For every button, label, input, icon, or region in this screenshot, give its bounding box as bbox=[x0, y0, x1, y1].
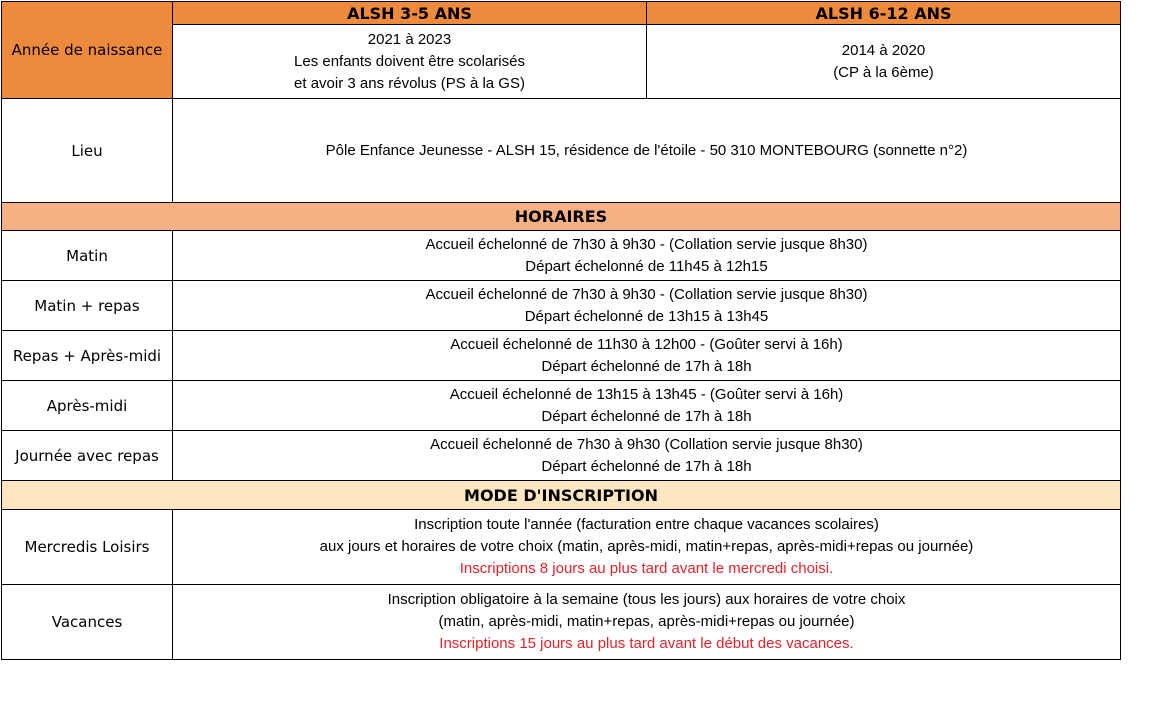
schedule-line: Départ échelonné de 17h à 18h bbox=[541, 457, 752, 475]
registration-note: Inscriptions 15 jours au plus tard avant le début des vacances. bbox=[439, 635, 854, 652]
schedule-details bbox=[173, 381, 1121, 431]
schedule-line: Départ échelonné de 17h à 18h bbox=[541, 407, 752, 425]
col2-title: ALSH 6-12 ANS bbox=[647, 2, 1121, 25]
schedule-line: Accueil échelonné de 11h30 à 12h00 - (Goûter servi à 16h) bbox=[450, 335, 843, 353]
birth-year-col1-line: Les enfants doivent être scolarisés bbox=[294, 52, 525, 70]
schedule-line: Accueil échelonné de 7h30 à 9h30 - (Collation servie jusque 8h30) bbox=[425, 235, 868, 253]
schedule-title: HORAIRES bbox=[2, 203, 1121, 231]
schedule-line: Accueil échelonné de 7h30 à 9h30 (Collation servie jusque 8h30) bbox=[430, 435, 863, 453]
birth-year-col1-line: et avoir 3 ans révolus (PS à la GS) bbox=[294, 74, 525, 92]
registration-line: aux jours et horaires de votre choix (matin, après-midi, matin+repas, après-midi+repas ou journée) bbox=[319, 538, 974, 555]
registration-line: Inscription obligatoire à la semaine (tous les jours) aux horaires de votre choix bbox=[387, 591, 906, 608]
schedule-label: Matin bbox=[2, 231, 173, 281]
registration-line: (matin, après-midi, matin+repas, après-midi+repas ou journée) bbox=[438, 613, 855, 630]
schedule-details bbox=[173, 281, 1121, 331]
schedule-label: Journée avec repas bbox=[2, 431, 173, 481]
birth-year-col1 bbox=[173, 25, 647, 99]
birth-year-label: Année de naissance bbox=[2, 2, 173, 99]
location-label: Lieu bbox=[2, 99, 173, 203]
birth-year-col1-line: 2021 à 2023 bbox=[367, 30, 452, 48]
registration-label: Vacances bbox=[2, 585, 173, 660]
registration-line: Inscription toute l'année (facturation entre chaque vacances scolaires) bbox=[414, 516, 879, 533]
schedule-details bbox=[173, 231, 1121, 281]
location-text: Pôle Enfance Jeunesse - ALSH 15, résidence de l'étoile - 50 310 MONTEBOURG (sonnette n°2) bbox=[173, 99, 1121, 203]
schedule-line: Départ échelonné de 13h15 à 13h45 bbox=[524, 307, 769, 325]
schedule-line: Accueil échelonné de 13h15 à 13h45 - (Goûter servi à 16h) bbox=[449, 385, 844, 403]
registration-label: Mercredis Loisirs bbox=[2, 510, 173, 585]
info-table bbox=[1, 1, 1121, 660]
birth-year-col2 bbox=[647, 25, 1121, 99]
schedule-label: Matin + repas bbox=[2, 281, 173, 331]
schedule-label: Après-midi bbox=[2, 381, 173, 431]
schedule-line: Départ échelonné de 17h à 18h bbox=[541, 357, 752, 375]
registration-details bbox=[173, 510, 1121, 585]
schedule-label: Repas + Après-midi bbox=[2, 331, 173, 381]
schedule-line: Accueil échelonné de 7h30 à 9h30 - (Collation servie jusque 8h30) bbox=[425, 285, 868, 303]
registration-note: Inscriptions 8 jours au plus tard avant le mercredi choisi. bbox=[459, 560, 834, 577]
col1-title: ALSH 3-5 ANS bbox=[173, 2, 647, 25]
schedule-details bbox=[173, 331, 1121, 381]
schedule-line: Départ échelonné de 11h45 à 12h15 bbox=[525, 257, 768, 275]
birth-year-col2-line: 2014 à 2020 bbox=[841, 41, 926, 59]
birth-year-col2-line: (CP à la 6ème) bbox=[833, 63, 934, 81]
schedule-details bbox=[173, 431, 1121, 481]
registration-title: MODE D'INSCRIPTION bbox=[2, 481, 1121, 510]
registration-details bbox=[173, 585, 1121, 660]
